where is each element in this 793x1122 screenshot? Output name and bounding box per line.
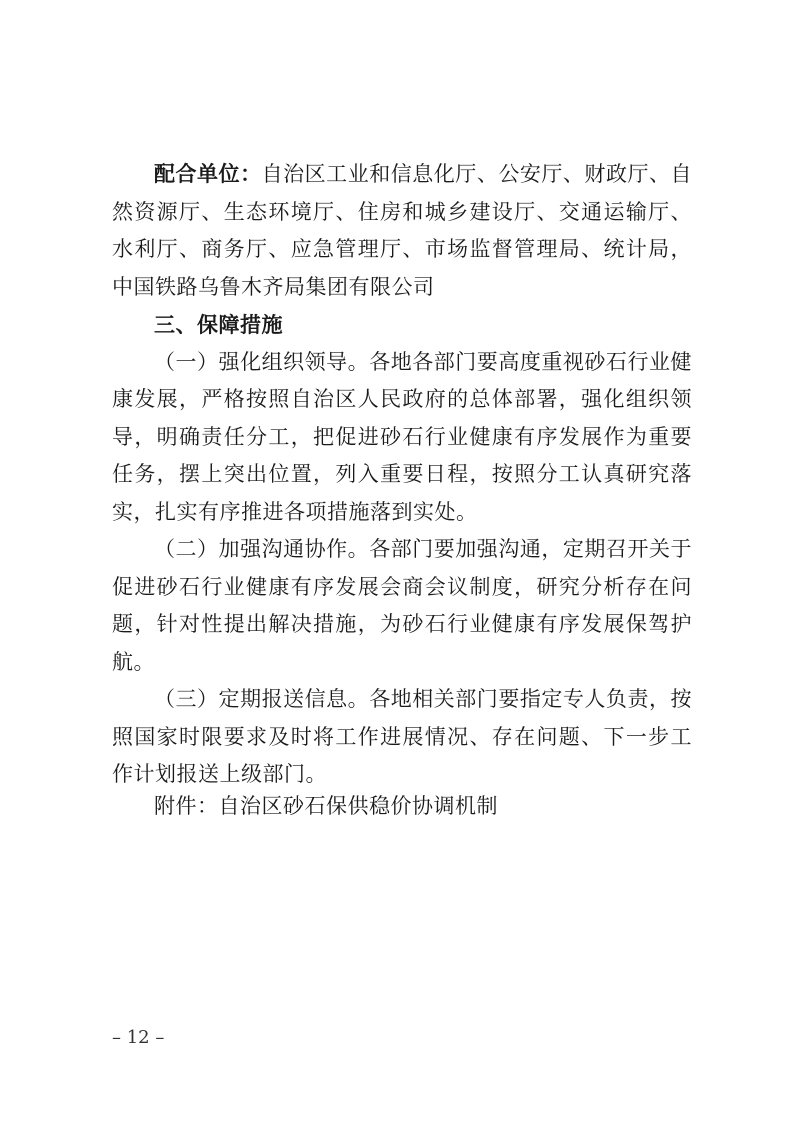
section-heading: 三、保障措施: [154, 312, 283, 337]
cooperating-units-label: 配合单位：: [154, 161, 262, 186]
attachment-line: 附件：自治区砂石保供稳价协调机制: [154, 794, 498, 818]
cooperating-units-text: 自治区工业和信息化厅、公安厅、财政厅、自然资源厅、生态环境厅、住房和城乡建设厅、交通运输厅、水利厅、商务厅、应急管理厅、市场监督管理局、统计局，中国铁路乌鲁木齐局集团有限公司: [112, 162, 693, 299]
cooperating-units-paragraph: [112, 155, 692, 306]
measure-paragraph-1: （一）强化组织领导。各地各部门要高度重视砂石行业健康发展，严格按照自治区人民政府的总体部署，强化组织领导，明确责任分工，把促进砂石行业健康有序发展作为重要任务，摆上突出位置，列入重要日程，按照分工认真研究落实，扎实有序推进各项措施落到实处。: [112, 349, 692, 524]
measure-paragraph-3: （三）定期报送信息。各地相关部门要指定专人负责，按照国家时限要求及时将工作进展情况、存在问题、下一步工作计划报送上级部门。: [112, 687, 692, 786]
body-text: [112, 155, 692, 794]
measure-paragraph-2: （二）加强沟通协作。各部门要加强沟通，定期召开关于促进砂石行业健康有序发展会商会议制度，研究分析存在问题，针对性提出解决措施，为砂石行业健康有序发展保驾护航。: [112, 537, 692, 674]
page-number: – 12 –: [112, 1027, 165, 1048]
